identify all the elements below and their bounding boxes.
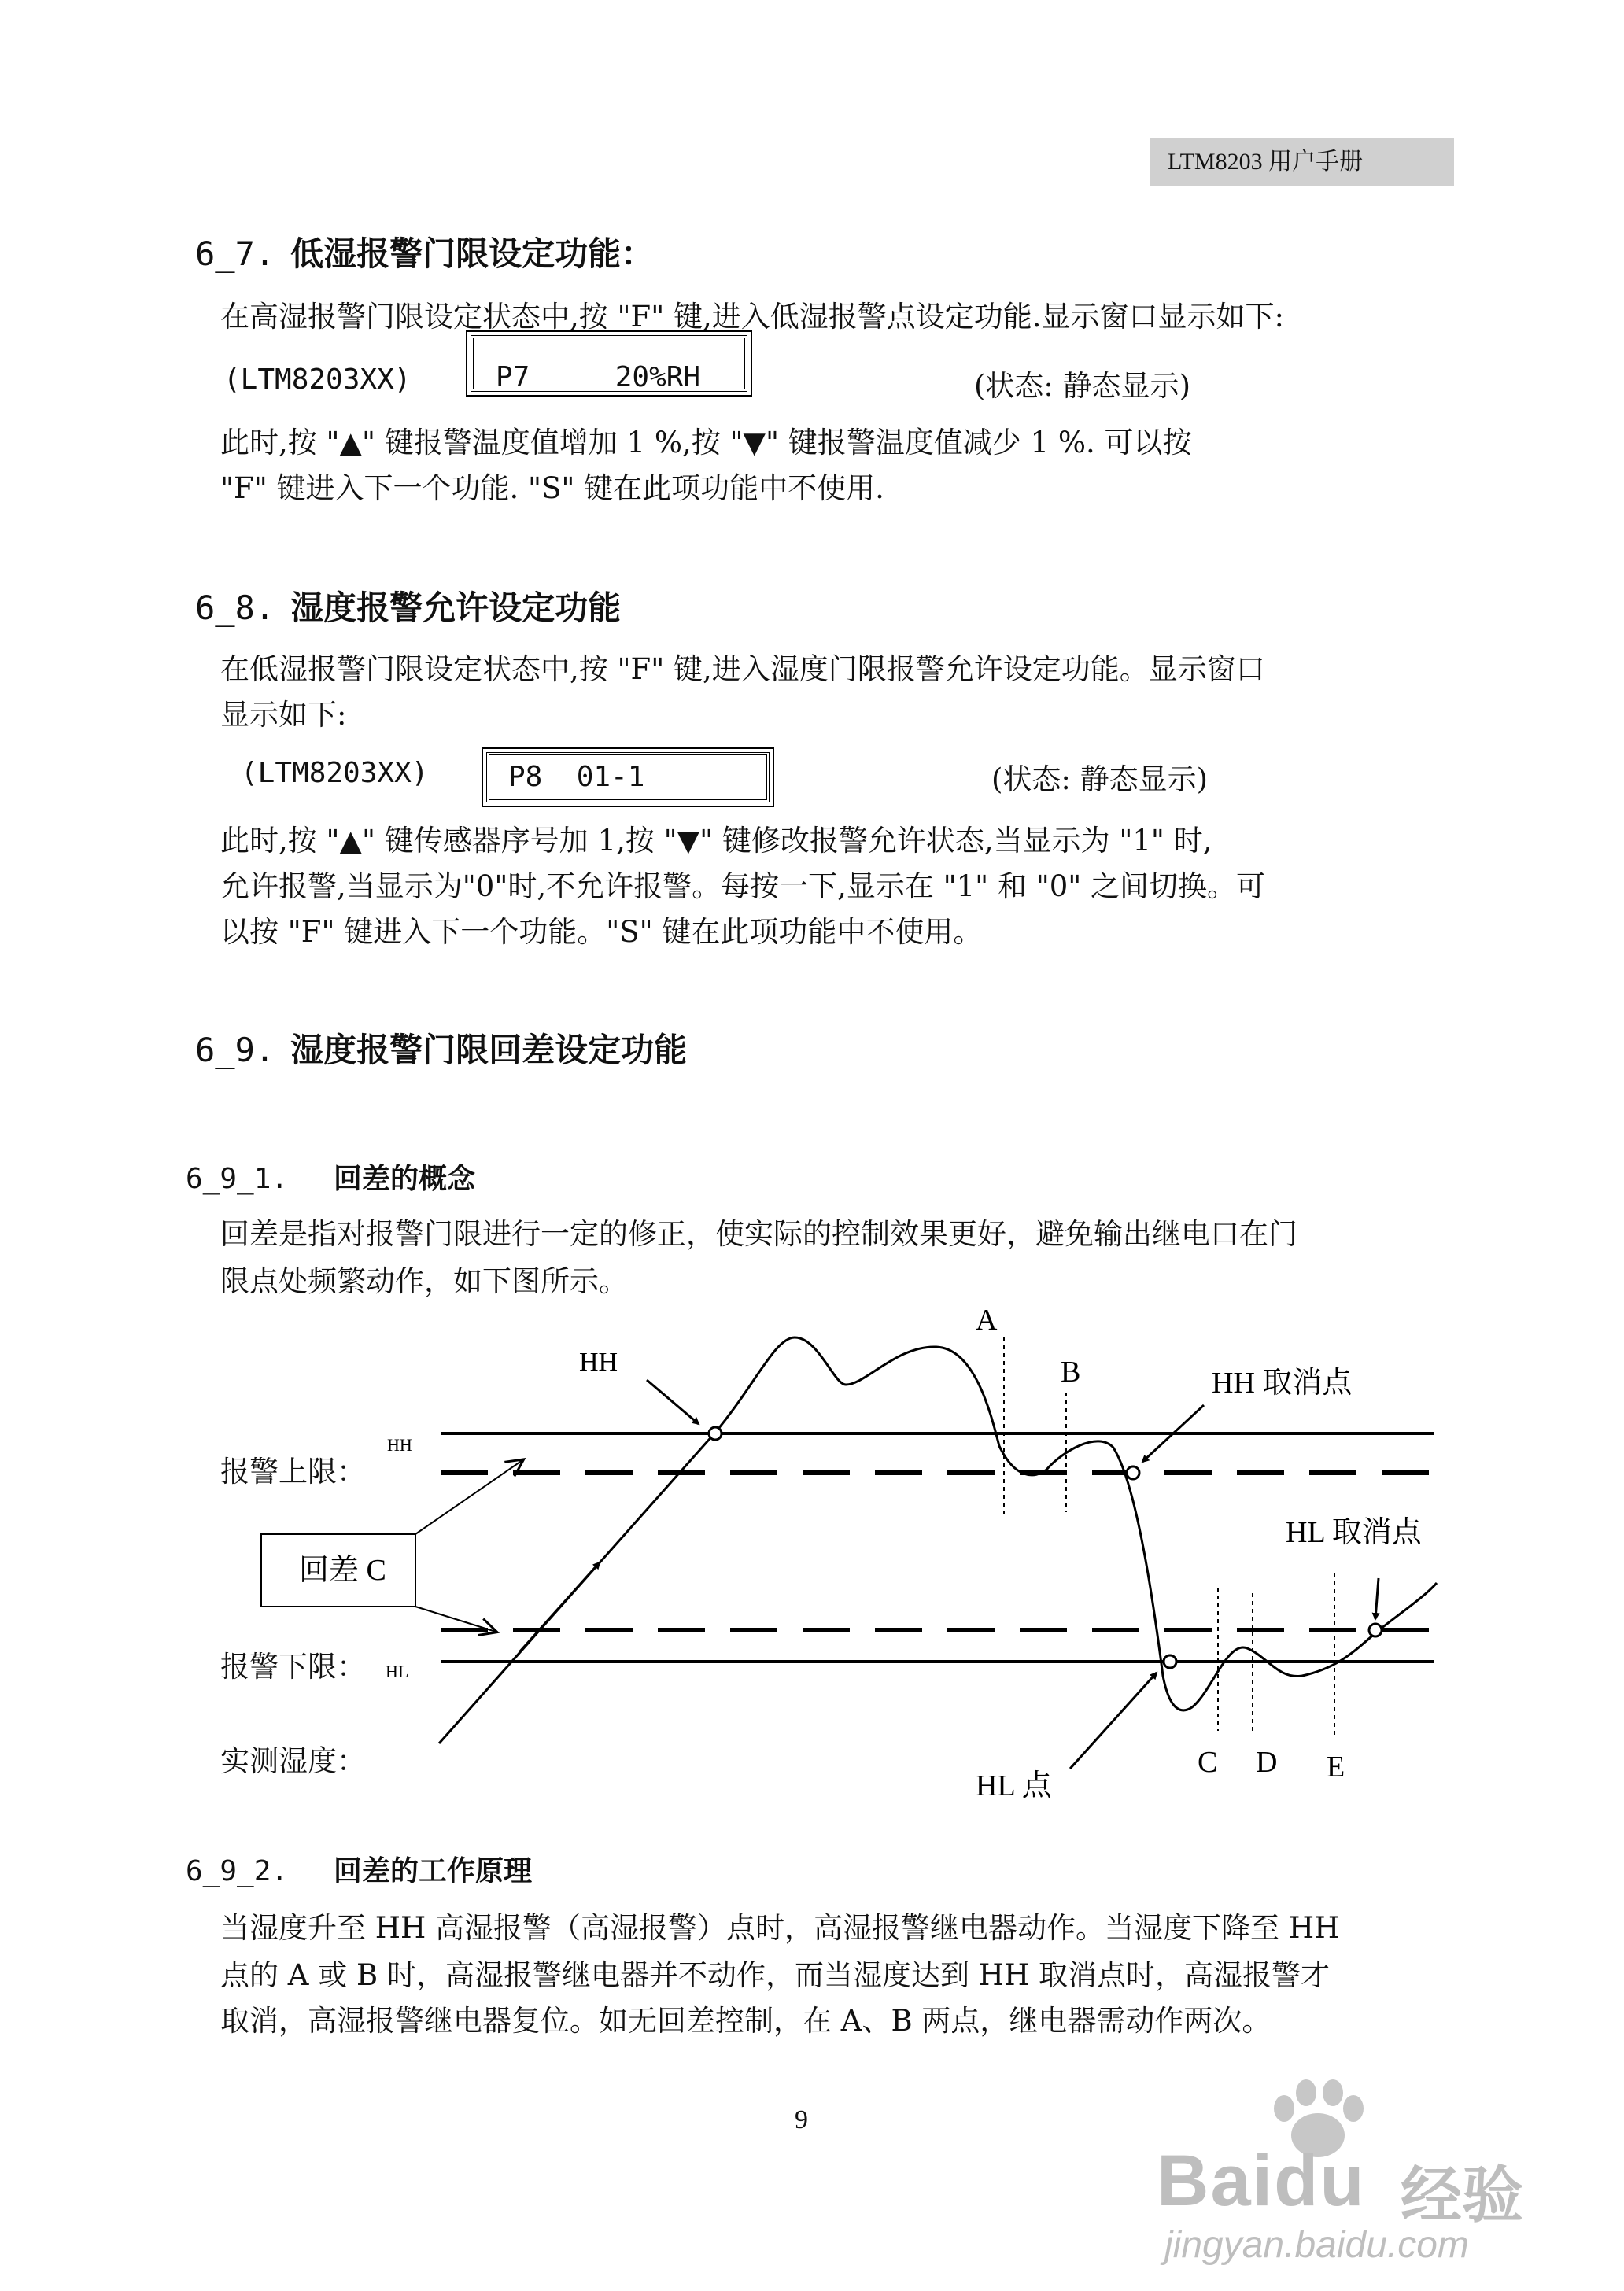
section-6-8-body-2: 允许报警,当显示为"0"时,不允许报警。每按一下,显示在 "1" 和 "0" 之间切换。可 [220, 869, 1266, 903]
hysteresis-diagram [0, 1290, 1624, 1802]
lower-limit-label: 报警下限： [220, 1650, 366, 1684]
watermark-brand-cn: 经验 [1401, 2160, 1524, 2231]
section-title: 低湿报警门限设定功能： [290, 234, 655, 273]
section-number: 6_7. [195, 234, 275, 273]
section-6-9-2-heading [186, 1849, 532, 1889]
point-e-label: E [1327, 1751, 1345, 1784]
curve-direction-arrow [519, 1562, 600, 1652]
hl-pointer-arrow [1070, 1673, 1157, 1769]
watermark-url: jingyan.baidu.com [1164, 2224, 1469, 2266]
section-title: 回差的概念 [334, 1162, 476, 1195]
manual-header: LTM8203 用户手册 [1150, 138, 1454, 186]
baidu-jingyan-watermark [1133, 2077, 1605, 2274]
section-title: 湿度报警允许设定功能 [290, 588, 622, 627]
hh-pointer-arrow [647, 1380, 699, 1424]
section-6-8-intro-2: 显示如下: [220, 698, 347, 732]
section-6-7-intro: 在高湿报警门限设定状态中,按 "F" 键,进入低湿报警点设定功能.显示窗口显示如下: [220, 300, 1284, 334]
hl-point-marker [1164, 1655, 1176, 1668]
section-6-9-2-body-1: 当湿度升至 HH 高湿报警（高湿报警）点时，高湿报警继电器动作。当湿度下降至 HH [220, 1911, 1340, 1945]
hl-point-label: HL 点 [976, 1769, 1052, 1802]
upper-limit-label: 报警上限： [220, 1455, 366, 1489]
section-6-9-1-body-1: 回差是指对报警门限进行一定的修正，使实际的控制效果更好，避免输出继电口在门 [220, 1217, 1297, 1251]
section-6-9-2-body-2: 点的 A 或 B 时，高湿报警继电器并不动作，而当湿度达到 HH 取消点时，高湿报警才 [220, 1958, 1331, 1992]
section-6-8-model: (LTM8203XX) [241, 757, 429, 789]
hysteresis-label: 回差 C [299, 1554, 386, 1587]
point-b-label: B [1061, 1356, 1081, 1389]
upper-limit-sub: HH [387, 1435, 412, 1455]
section-6-8-display-window [486, 752, 770, 802]
section-6-8-body-3: 以按 "F" 键进入下一个功能。"S" 键在此项功能中不使用。 [220, 915, 983, 949]
display-text: P8 01-1 [508, 761, 645, 793]
lower-limit-sub: HL [386, 1662, 409, 1681]
section-6-9-1-heading [186, 1157, 475, 1197]
hl-cancel-label: HL 取消点 [1286, 1516, 1422, 1549]
section-6-7-model: (LTM8203XX) [223, 363, 412, 396]
section-6-7-display-window [471, 335, 747, 392]
section-6-8-state: (状态: 静态显示) [991, 762, 1209, 796]
hh-point-marker [709, 1427, 722, 1440]
section-title: 回差的工作原理 [334, 1854, 533, 1887]
watermark-brand: Baidu [1157, 2141, 1366, 2221]
section-6-7-heading [195, 228, 654, 275]
point-a-label: A [976, 1304, 998, 1337]
section-6-7-body-2: "F" 键进入下一个功能. "S" 键在此项功能中不使用. [220, 471, 884, 505]
section-6-9-heading [195, 1024, 687, 1072]
section-6-9-1-body-2: 限点处频繁动作，如下图所示。 [220, 1264, 628, 1298]
section-title: 湿度报警门限回差设定功能 [290, 1031, 688, 1069]
display-text: P7 20%RH [496, 361, 701, 392]
section-number: 6_9_2. [186, 1855, 289, 1887]
section-6-7-body-1: 此时,按 "▲" 键报警温度值增加 1 %,按 "▼" 键报警温度值减少 1 %. 可以按 [220, 426, 1192, 459]
section-number: 6_8. [195, 588, 275, 627]
point-c-label: C [1198, 1746, 1218, 1779]
hl-cancel-pointer-arrow [1375, 1578, 1379, 1619]
hh-label: HH [579, 1348, 618, 1377]
section-6-8-heading [195, 582, 621, 629]
section-6-8-body-1: 此时,按 "▲" 键传感器序号加 1,按 "▼" 键修改报警允许状态,当显示为 "1" 时, [220, 824, 1212, 858]
section-6-7-state: (状态: 静态显示) [974, 369, 1191, 403]
section-number: 6_9. [195, 1031, 275, 1069]
section-6-9-2-body-3: 取消，高湿报警继电器复位。如无回差控制，在 A、B 两点，继电器需动作两次。 [220, 2004, 1272, 2038]
hh-cancel-marker [1127, 1466, 1139, 1479]
point-d-label: D [1256, 1746, 1278, 1779]
section-number: 6_9_1. [186, 1163, 289, 1195]
section-6-8-intro-1: 在低湿报警门限设定状态中,按 "F" 键,进入湿度门限报警允许设定功能。显示窗口 [220, 652, 1265, 686]
hl-cancel-marker [1369, 1624, 1382, 1636]
measured-humidity-label: 实测湿度： [220, 1744, 366, 1778]
page-number: 9 [795, 2105, 808, 2134]
hh-cancel-label: HH 取消点 [1212, 1367, 1353, 1400]
